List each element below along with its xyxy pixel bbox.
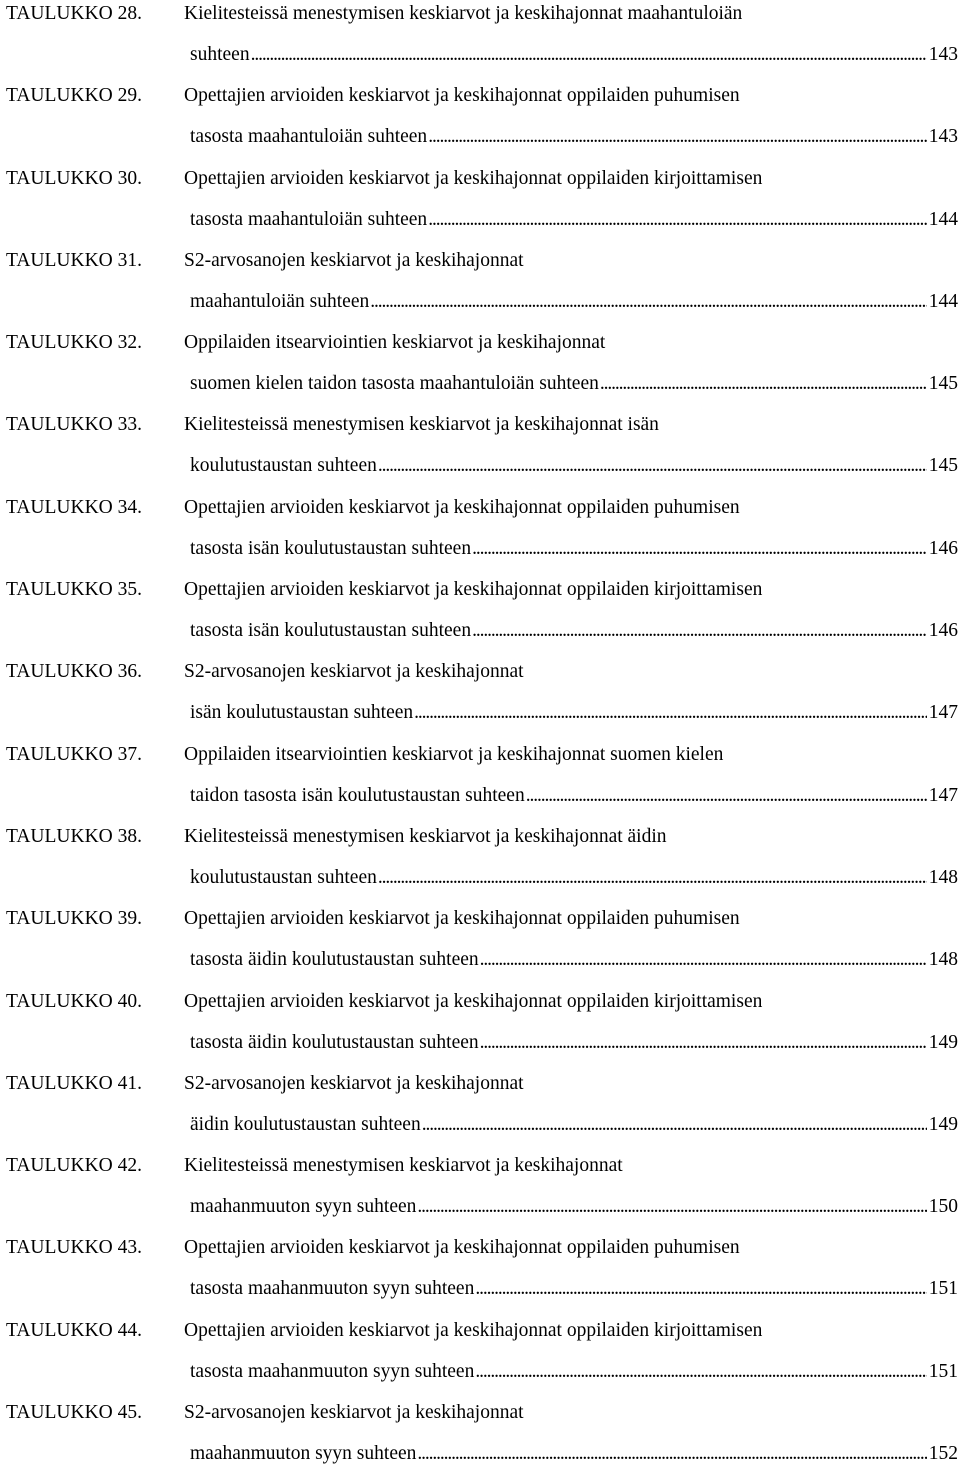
page-number[interactable]: 151 bbox=[928, 1360, 958, 1382]
page-number[interactable]: 143 bbox=[928, 126, 958, 148]
entry-label: TAULUKKO 35. bbox=[6, 579, 143, 601]
entry-title: Opettajien arvioiden keskiarvot ja keskihajonnat oppilaiden kirjoittamisen bbox=[184, 579, 763, 601]
toc-entry[interactable] bbox=[0, 1317, 960, 1399]
toc-entry[interactable] bbox=[0, 741, 960, 823]
entry-label: TAULUKKO 43. bbox=[6, 1237, 143, 1259]
entry-continuation-line bbox=[190, 1195, 958, 1219]
entry-title-continuation: koulutustaustan suhteen bbox=[190, 455, 377, 477]
entry-label: TAULUKKO 37. bbox=[6, 743, 143, 765]
dot-leader bbox=[472, 619, 927, 643]
page-number[interactable]: 147 bbox=[928, 784, 958, 806]
entry-title-continuation: tasosta äidin koulutustaustan suhteen bbox=[190, 949, 479, 971]
toc-entry[interactable] bbox=[0, 1399, 960, 1481]
toc-entry[interactable] bbox=[0, 905, 960, 987]
dot-leader bbox=[600, 372, 927, 396]
toc-entry[interactable] bbox=[0, 165, 960, 247]
entry-label: TAULUKKO 36. bbox=[6, 661, 143, 683]
toc-entry[interactable] bbox=[0, 329, 960, 411]
entry-label: TAULUKKO 39. bbox=[6, 908, 143, 930]
entry-continuation-line bbox=[190, 125, 958, 149]
entry-continuation-line bbox=[190, 537, 958, 561]
entry-label: TAULUKKO 33. bbox=[6, 414, 143, 436]
entry-title-continuation: tasosta maahanmuuton syyn suhteen bbox=[190, 1278, 475, 1300]
entry-title-continuation: suhteen bbox=[190, 44, 250, 65]
entry-label: TAULUKKO 28. bbox=[6, 3, 143, 24]
entry-continuation-line bbox=[190, 619, 958, 643]
entry-title-continuation: maahanmuuton syyn suhteen bbox=[190, 1196, 417, 1218]
entry-label: TAULUKKO 29. bbox=[6, 85, 143, 107]
entry-title-continuation: tasosta isän koulutustaustan suhteen bbox=[190, 620, 472, 642]
dot-leader bbox=[378, 454, 927, 478]
dot-leader bbox=[480, 1031, 927, 1055]
entry-title: Opettajien arvioiden keskiarvot ja keskihajonnat oppilaiden kirjoittamisen bbox=[184, 990, 763, 1012]
entry-title: Kielitesteissä menestymisen keskiarvot ja keskihajonnat isän bbox=[184, 414, 659, 436]
page-number[interactable]: 144 bbox=[928, 208, 958, 230]
dot-leader bbox=[378, 866, 927, 890]
entry-label: TAULUKKO 32. bbox=[6, 332, 143, 354]
entry-title-continuation: tasosta äidin koulutustaustan suhteen bbox=[190, 1031, 479, 1053]
toc-entry[interactable] bbox=[0, 576, 960, 658]
dot-leader bbox=[428, 125, 927, 149]
page-number[interactable]: 144 bbox=[928, 290, 958, 312]
toc-entry[interactable] bbox=[0, 1152, 960, 1234]
dot-leader bbox=[414, 701, 927, 725]
entry-continuation-line bbox=[190, 1277, 958, 1301]
dot-leader bbox=[526, 784, 927, 808]
entry-title-continuation: äidin koulutustaustan suhteen bbox=[190, 1113, 421, 1135]
entry-title: S2-arvosanojen keskiarvot ja keskihajonnat bbox=[184, 1402, 524, 1424]
entry-label: TAULUKKO 34. bbox=[6, 496, 143, 518]
entry-title-continuation: koulutustaustan suhteen bbox=[190, 866, 377, 888]
entry-title: S2-arvosanojen keskiarvot ja keskihajonnat bbox=[184, 661, 524, 683]
entry-continuation-line bbox=[190, 1113, 958, 1137]
entry-title: Kielitesteissä menestymisen keskiarvot ja keskihajonnat maahantuloiän bbox=[184, 3, 743, 24]
dot-leader bbox=[428, 208, 927, 232]
entry-continuation-line bbox=[190, 866, 958, 890]
toc-entry[interactable] bbox=[0, 0, 960, 82]
entry-label: TAULUKKO 42. bbox=[6, 1155, 143, 1177]
entry-title: Opettajien arvioiden keskiarvot ja keskihajonnat oppilaiden puhumisen bbox=[184, 85, 740, 107]
toc-entry[interactable] bbox=[0, 1070, 960, 1152]
entry-continuation-line bbox=[190, 1442, 958, 1466]
entry-title: Kielitesteissä menestymisen keskiarvot ja keskihajonnat bbox=[184, 1155, 623, 1177]
entry-continuation-line bbox=[190, 372, 958, 396]
page-number[interactable]: 145 bbox=[928, 455, 958, 477]
entry-title-continuation: tasosta maahantuloiän suhteen bbox=[190, 126, 428, 148]
toc-entry[interactable] bbox=[0, 1234, 960, 1316]
toc-entry[interactable] bbox=[0, 247, 960, 329]
page-number[interactable]: 145 bbox=[928, 373, 958, 395]
entry-continuation-line bbox=[190, 208, 958, 232]
dot-leader bbox=[475, 1360, 926, 1384]
dot-leader bbox=[480, 948, 927, 972]
toc-entry[interactable] bbox=[0, 494, 960, 576]
entry-label: TAULUKKO 44. bbox=[6, 1319, 143, 1341]
entry-continuation-line bbox=[190, 784, 958, 808]
dot-leader bbox=[417, 1442, 926, 1466]
entry-title-continuation: taidon tasosta isän koulutustaustan suhteen bbox=[190, 784, 525, 806]
dot-leader bbox=[422, 1113, 927, 1137]
page-number[interactable]: 148 bbox=[928, 866, 958, 888]
dot-leader bbox=[251, 43, 927, 67]
toc-entry[interactable] bbox=[0, 988, 960, 1070]
entry-continuation-line bbox=[190, 701, 958, 725]
entry-title: Opettajien arvioiden keskiarvot ja keskihajonnat oppilaiden puhumisen bbox=[184, 496, 740, 518]
dot-leader bbox=[370, 290, 927, 314]
page-number[interactable]: 149 bbox=[928, 1113, 958, 1135]
toc-entry[interactable] bbox=[0, 658, 960, 740]
page-number[interactable]: 148 bbox=[928, 949, 958, 971]
entry-title-continuation: maahanmuuton syyn suhteen bbox=[190, 1443, 417, 1465]
toc-entry[interactable] bbox=[0, 823, 960, 905]
entry-title: Oppilaiden itsearviointien keskiarvot ja keskihajonnat bbox=[184, 332, 606, 354]
dot-leader bbox=[417, 1195, 926, 1219]
entry-title: Oppilaiden itsearviointien keskiarvot ja keskihajonnat suomen kielen bbox=[184, 743, 724, 765]
page-number[interactable]: 146 bbox=[928, 537, 958, 559]
entry-title: Opettajien arvioiden keskiarvot ja keskihajonnat oppilaiden puhumisen bbox=[184, 1237, 740, 1259]
entry-title: Opettajien arvioiden keskiarvot ja keskihajonnat oppilaiden kirjoittamisen bbox=[184, 1319, 763, 1341]
entry-title: S2-arvosanojen keskiarvot ja keskihajonnat bbox=[184, 1072, 524, 1094]
page-number[interactable]: 150 bbox=[928, 1196, 958, 1218]
page-number[interactable]: 152 bbox=[928, 1443, 958, 1465]
entry-label: TAULUKKO 45. bbox=[6, 1402, 143, 1424]
page-number[interactable]: 146 bbox=[928, 620, 958, 642]
entry-title-continuation: tasosta isän koulutustaustan suhteen bbox=[190, 537, 472, 559]
entry-label: TAULUKKO 31. bbox=[6, 249, 143, 271]
entry-continuation-line bbox=[190, 1360, 958, 1384]
entry-label: TAULUKKO 38. bbox=[6, 825, 143, 847]
entry-title: Opettajien arvioiden keskiarvot ja keskihajonnat oppilaiden puhumisen bbox=[184, 908, 740, 930]
entry-continuation-line bbox=[190, 1031, 958, 1055]
entry-title-continuation: tasosta maahanmuuton syyn suhteen bbox=[190, 1360, 475, 1382]
entry-label: TAULUKKO 41. bbox=[6, 1072, 143, 1094]
entry-title-continuation: tasosta maahantuloiän suhteen bbox=[190, 208, 428, 230]
page-number[interactable]: 151 bbox=[928, 1278, 958, 1300]
page-number[interactable]: 143 bbox=[928, 44, 958, 65]
dot-leader bbox=[472, 537, 927, 561]
entry-continuation-line bbox=[190, 290, 958, 314]
entry-title-continuation: suomen kielen taidon tasosta maahantuloiän suhteen bbox=[190, 373, 599, 395]
entry-title: Kielitesteissä menestymisen keskiarvot ja keskihajonnat äidin bbox=[184, 825, 667, 847]
entry-title-continuation: maahantuloiän suhteen bbox=[190, 290, 370, 312]
toc-entry[interactable] bbox=[0, 82, 960, 164]
entry-label: TAULUKKO 30. bbox=[6, 167, 143, 189]
entry-title-continuation: isän koulutustaustan suhteen bbox=[190, 702, 414, 724]
entry-continuation-line bbox=[190, 948, 958, 972]
entry-label: TAULUKKO 40. bbox=[6, 990, 143, 1012]
page-number[interactable]: 149 bbox=[928, 1031, 958, 1053]
dot-leader bbox=[475, 1277, 926, 1301]
toc-entry[interactable] bbox=[0, 411, 960, 493]
entry-continuation-line bbox=[190, 43, 958, 67]
entry-title: Opettajien arvioiden keskiarvot ja keskihajonnat oppilaiden kirjoittamisen bbox=[184, 167, 763, 189]
entry-continuation-line bbox=[190, 454, 958, 478]
entry-title: S2-arvosanojen keskiarvot ja keskihajonnat bbox=[184, 249, 524, 271]
page-number[interactable]: 147 bbox=[928, 702, 958, 724]
